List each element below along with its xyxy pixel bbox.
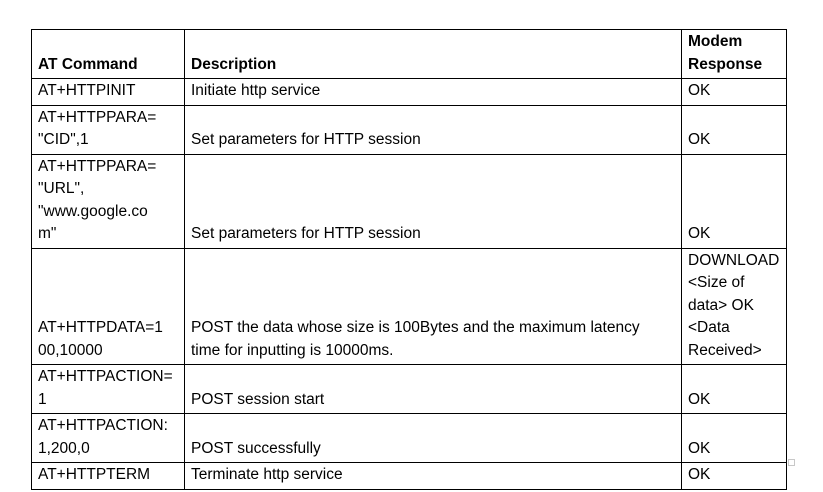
command-cell: AT+HTTPDATA=1 00,10000: [32, 248, 185, 365]
response-cell: OK: [682, 154, 787, 248]
command-cell: AT+HTTPPARA= "CID",1: [32, 105, 185, 154]
response-cell: OK: [682, 463, 787, 490]
command-cell: AT+HTTPACTION: 1,200,0: [32, 414, 185, 463]
table-header-row: [32, 30, 787, 79]
table-row: [32, 248, 787, 365]
table-row: [32, 79, 787, 106]
table-resize-handle[interactable]: [788, 459, 795, 466]
table-row: [32, 105, 787, 154]
response-cell: DOWNLOAD <Size of data> OK <Data Received>: [682, 248, 787, 365]
command-cell: AT+HTTPACTION= 1: [32, 365, 185, 414]
table-row: [32, 463, 787, 490]
header-at-command: AT Command: [32, 30, 185, 79]
description-cell: Set parameters for HTTP session: [185, 154, 682, 248]
header-description: Description: [185, 30, 682, 79]
at-command-table: [31, 29, 787, 490]
description-cell: Set parameters for HTTP session: [185, 105, 682, 154]
command-cell: AT+HTTPPARA= "URL", "www.google.co m": [32, 154, 185, 248]
description-cell: POST successfully: [185, 414, 682, 463]
table-row: [32, 154, 787, 248]
description-cell: POST the data whose size is 100Bytes and the maximum latency time for inputting is 10000ms.: [185, 248, 682, 365]
table-row: [32, 365, 787, 414]
response-cell: OK: [682, 365, 787, 414]
command-cell: AT+HTTPTERM: [32, 463, 185, 490]
description-cell: Initiate http service: [185, 79, 682, 106]
response-cell: OK: [682, 79, 787, 106]
description-cell: POST session start: [185, 365, 682, 414]
response-cell: OK: [682, 105, 787, 154]
header-modem-response: Modem Response: [682, 30, 787, 79]
description-cell: Terminate http service: [185, 463, 682, 490]
command-cell: AT+HTTPINIT: [32, 79, 185, 106]
response-cell: OK: [682, 414, 787, 463]
table-row: [32, 414, 787, 463]
